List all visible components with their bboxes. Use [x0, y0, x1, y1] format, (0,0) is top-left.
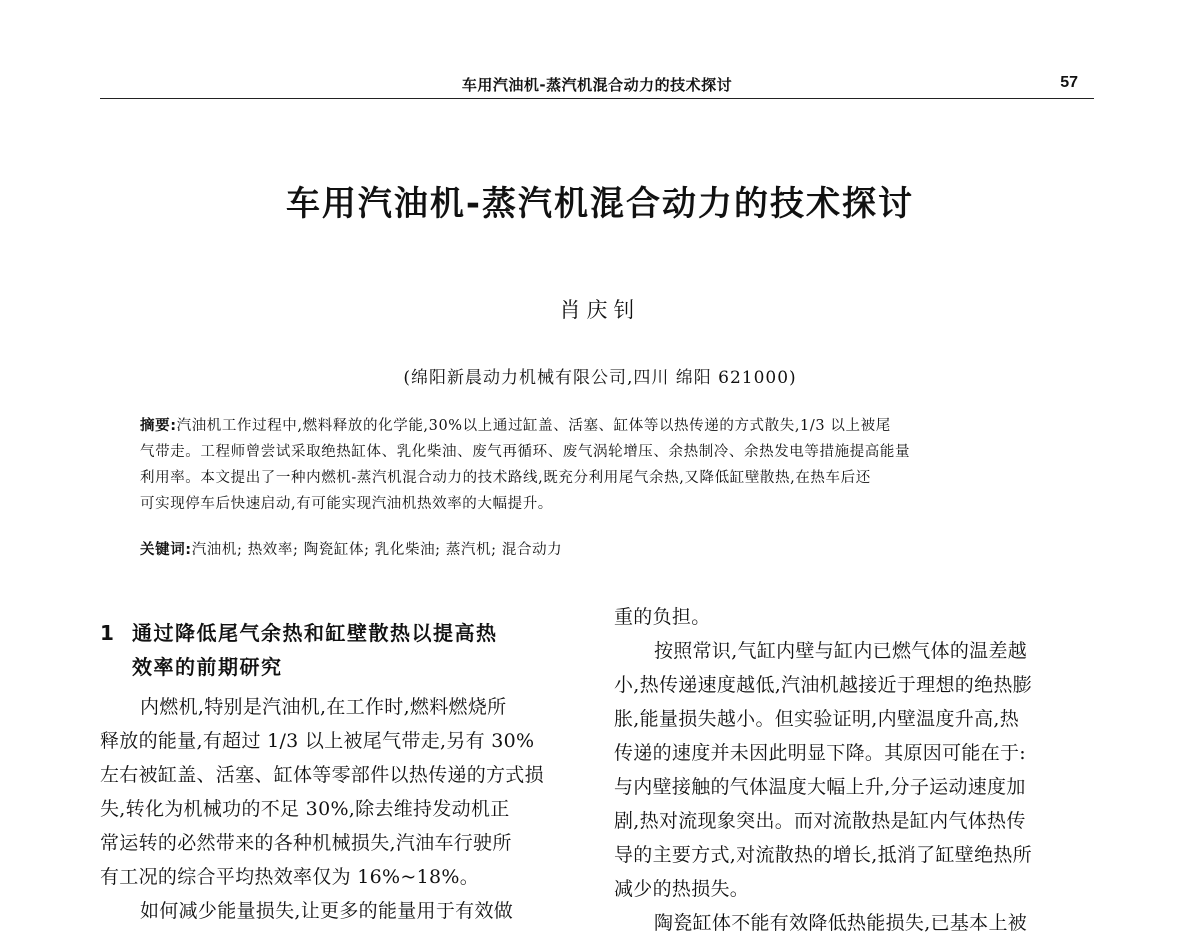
paragraph [100, 894, 586, 928]
paper-title: 车用汽油机-蒸汽机混合动力的技术探讨 [285, 184, 915, 224]
text-line: 左右被缸盖、活塞、缸体等零部件以热传递的方式损 [100, 764, 544, 786]
author: 肖庆钊 [559, 298, 641, 322]
paragraph [100, 690, 586, 894]
page-number: 57 [1060, 74, 1078, 91]
text-line: 导的主要方式,对流散热的增长,抵消了缸壁绝热所 [614, 844, 1032, 866]
affiliation: (绵阳新晨动力机械有限公司,四川 绵阳 621000) [403, 368, 797, 388]
text-line: 小,热传递速度越低,汽油机越接近于理想的绝热膨 [614, 674, 1032, 696]
text-line: 重的负担。 [614, 606, 711, 628]
running-title: 车用汽油机-蒸汽机混合动力的技术探讨 [461, 76, 733, 94]
text-line: 内燃机,特别是汽油机,在工作时,燃料燃烧所 [140, 696, 507, 718]
text-line: 减少的热损失。 [614, 878, 750, 900]
text-line: 传递的速度并未因此明显下降。其原因可能在于: [614, 742, 1027, 764]
section-title-line: 通过降低尾气余热和缸壁散热以提高热 [132, 621, 498, 645]
abstract-line: 利用率。本文提出了一种内燃机-蒸汽机混合动力的技术路线,既充分利用尾气余热,又降低缸壁散热,在热车后还 [140, 470, 871, 486]
abstract-text: 汽油机工作过程中,燃料释放的化学能,30%以上通过缸盖、活塞、缸体等以热传递的方式散失,1/3 以上被尾 [176, 418, 891, 434]
section-title-line: 效率的前期研究 [132, 655, 283, 679]
running-header [100, 64, 1094, 99]
abstract-line: 气带走。工程师曾尝试采取绝热缸体、乳化柴油、废气再循环、废气涡轮增压、余热制冷、余热发电等措施提高能量 [140, 444, 911, 460]
text-line: 有工况的综合平均热效率仅为 16%~18%。 [100, 866, 480, 888]
text-line: 常运转的必然带来的各种机械损失,汽油车行驶所 [100, 832, 512, 854]
keywords [140, 538, 1060, 562]
text-line: 失,转化为机械功的不足 30%,除去维持发动机正 [100, 798, 510, 820]
keywords-label: 关键词: [140, 542, 192, 558]
text-line: 释放的能量,有超过 1/3 以上被尾气带走,另有 30% [100, 730, 535, 752]
text-line: 按照常识,气缸内壁与缸内已燃气体的温差越 [654, 640, 1028, 662]
right-column [614, 600, 1100, 940]
section-number: 1 [100, 621, 116, 645]
paragraph [614, 906, 1100, 940]
abstract-line: 可实现停车后快速启动,有可能实现汽油机热效率的大幅提升。 [140, 496, 553, 512]
paragraph [614, 600, 1100, 634]
abstract-line [140, 413, 1060, 439]
section-heading [100, 616, 586, 684]
keywords-text: 汽油机; 热效率; 陶瓷缸体; 乳化柴油; 蒸汽机; 混合动力 [191, 542, 563, 558]
paragraph [614, 634, 1100, 906]
text-line: 陶瓷缸体不能有效降低热能损失,已基本上被 [654, 912, 1028, 934]
text-line: 剧,热对流现象突出。而对流散热是缸内气体热传 [614, 810, 1026, 832]
section-heading-line [100, 616, 586, 650]
abstract-label: 摘要: [140, 418, 177, 434]
text-line: 如何减少能量损失,让更多的能量用于有效做 [140, 900, 514, 922]
text-line: 与内壁接触的气体温度大幅上升,分子运动速度加 [614, 776, 1026, 798]
left-column [100, 600, 586, 928]
abstract [140, 413, 1060, 517]
text-line: 胀,能量损失越小。但实验证明,内壁温度升高,热 [614, 708, 1020, 730]
